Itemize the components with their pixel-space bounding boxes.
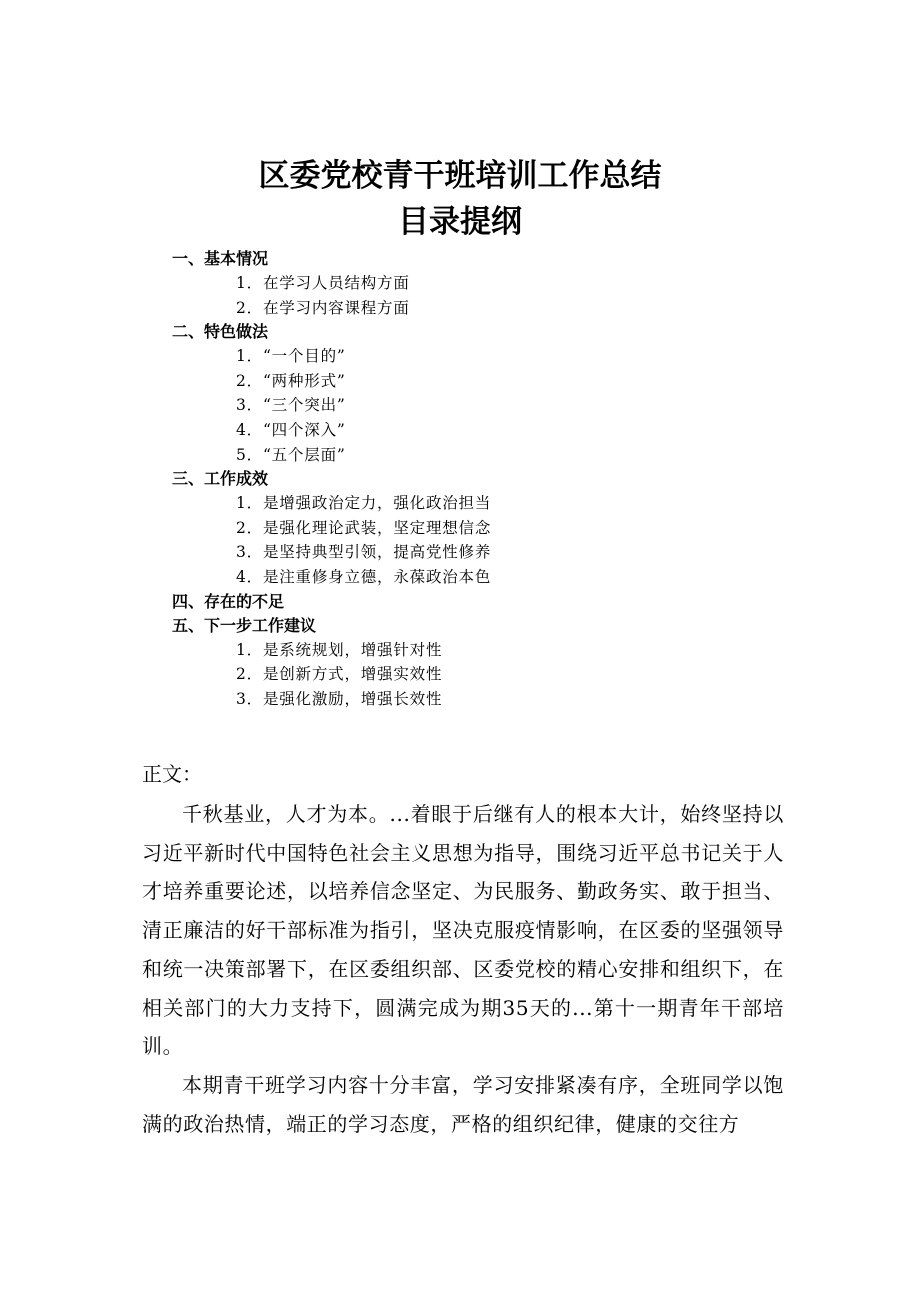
outline-item: 1．是系统规划，增强针对性 [236, 640, 443, 659]
outline-heading: 四、存在的不足 [172, 591, 285, 611]
outline-item: 2．是创新方式，增强实效性 [236, 665, 443, 684]
outline-item: 3．“三个突出” [236, 396, 346, 415]
outline-item: 1．是增强政治定力，强化政治担当 [236, 494, 492, 513]
outline-item: 2．“两种形式” [236, 371, 346, 390]
outline-heading: 五、下一步工作建议 [172, 615, 317, 635]
outline-item: 1．“一个目的” [236, 347, 346, 366]
outline-item: 1．在学习人员结构方面 [236, 274, 410, 292]
body-paragraph: 本期青干班学习内容十分丰富，学习安排紧凑有序，全班同学以饱满的政治热情，端正的学习态度，严格的组织纪律，健康的交往方 [142, 1072, 784, 1136]
body-text [142, 795, 784, 1143]
outline-heading: 三、工作成效 [172, 469, 269, 489]
outline [0, 247, 920, 711]
outline-item: 2．是强化理论武装，坚定理想信念 [236, 518, 492, 537]
outline-heading: 一、基本情况 [172, 249, 269, 268]
body-label: 正文： [142, 762, 202, 786]
outline-item: 4．“四个深入” [236, 420, 346, 439]
document-subtitle: 目录提纲 [398, 204, 522, 240]
outline-item: 3．是强化激励，增强长效性 [236, 689, 443, 708]
outline-item: 3．是坚持典型引领，提高党性修养 [236, 543, 492, 562]
outline-item: 5．“五个层面” [236, 445, 346, 464]
outline-item: 4．是注重修身立德，永葆政治本色 [236, 567, 492, 586]
document-title: 区委党校青干班培训工作总结 [258, 158, 662, 194]
body-paragraph: 千秋基业，人才为本。...着眼于后继有人的根本大计，始终坚持以习近平新时代中国特色社会主义思想为指导，围绕习近平总书记关于人才培养重要论述，以培养信念坚定、为民服务、勤政务实、敢于担当、清正廉洁的好干部标准为指引，坚决克服疫情影响，在区委的坚强领导和统一决策部署下，在区委组织部、区委党校的精心安排和组织下，在相关部门的大力支持下，圆满完成为期35天的...第十一期青年干部培训。 [142, 802, 784, 1059]
outline-heading: 二、特色做法 [172, 322, 269, 342]
outline-item: 2．在学习内容课程方面 [236, 298, 410, 317]
